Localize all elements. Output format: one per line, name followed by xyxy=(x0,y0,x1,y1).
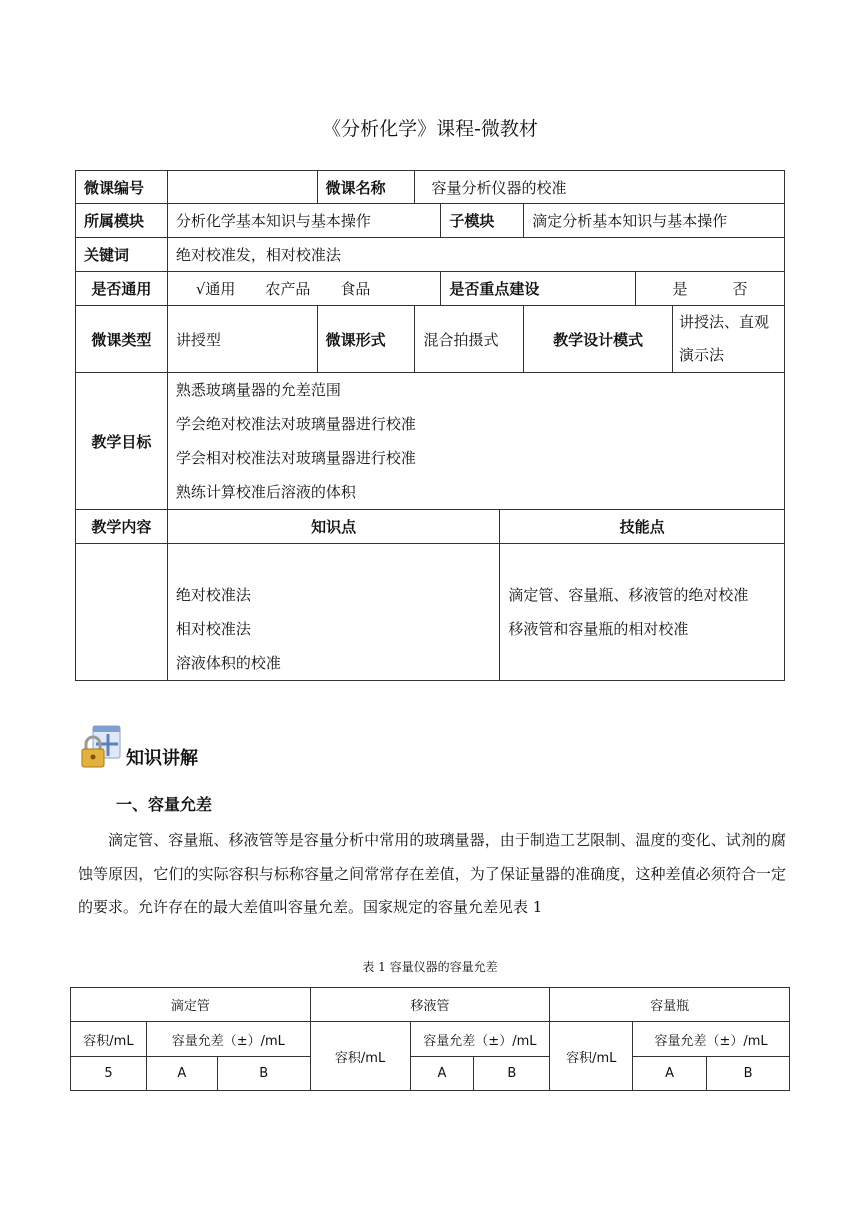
goals-list xyxy=(167,373,784,510)
body-paragraph: 滴定管、容量瓶、移液管等是容量分析中常用的玻璃量器，由于制造工艺限制、温度的变化、试剂的腐蚀等原因，它们的实际容积与标称容量之间常常存在差值，为了保证量器的准确度，这种差值必须符合一定的要求。允许存在的最大差值叫容量允差。国家规定的容量允差见表 1 xyxy=(78,831,786,916)
name-label: 微课名称 xyxy=(317,171,415,204)
table-caption: 表 1 容量仪器的容量允差 xyxy=(362,960,498,974)
keywords-label: 关键词 xyxy=(76,238,168,272)
submodule-value: 滴定分析基本知识与基本操作 xyxy=(524,204,785,238)
skill-list xyxy=(500,544,785,681)
goal-item: 熟悉玻璃量器的允差范围 xyxy=(175,381,341,399)
form-label: 微课形式 xyxy=(317,306,415,373)
group-volumetric-flask: 容量瓶 xyxy=(550,988,790,1022)
grade-b-header: B xyxy=(707,1057,790,1091)
section-title: 知识讲解 xyxy=(126,748,198,769)
general-value: √通用 农产品 食品 xyxy=(167,272,441,306)
form-value: 混合拍摄式 xyxy=(415,306,524,373)
grade-a-header: A xyxy=(410,1057,474,1091)
content-empty-cell xyxy=(76,544,168,681)
tolerance-header: 容量允差（±）/mL xyxy=(410,1022,550,1057)
design-value: 讲授法、直观演示法 xyxy=(673,306,785,373)
knowledge-header: 知识点 xyxy=(167,510,499,544)
key-construction-label: 是否重点建设 xyxy=(441,272,636,306)
keywords-value: 绝对校准发，相对校准法 xyxy=(167,238,784,272)
type-value: 讲授型 xyxy=(167,306,317,373)
skill-header: 技能点 xyxy=(500,510,785,544)
goal-item: 学会相对校准法对玻璃量器进行校准 xyxy=(175,449,416,467)
knowledge-item: 溶液体积的校准 xyxy=(175,654,281,672)
group-burette: 滴定管 xyxy=(71,988,311,1022)
name-value: 容量分析仪器的校准 xyxy=(415,171,785,204)
general-label: 是否通用 xyxy=(76,272,168,306)
module-label: 所属模块 xyxy=(76,204,168,238)
submodule-label: 子模块 xyxy=(441,204,524,238)
volume-cell: 5 xyxy=(71,1057,147,1091)
group-pipette: 移液管 xyxy=(310,988,550,1022)
subsection-title: 一、容量允差 xyxy=(116,795,213,814)
volume-header: 容积/mL xyxy=(310,1022,410,1091)
volume-header: 容积/mL xyxy=(71,1022,147,1057)
knowledge-item: 绝对校准法 xyxy=(175,586,251,604)
type-label: 微课类型 xyxy=(76,306,168,373)
course-info-table xyxy=(75,170,785,681)
document-title: 《分析化学》课程-微教材 xyxy=(322,118,538,140)
goals-label: 教学目标 xyxy=(76,373,168,510)
tolerance-header: 容量允差（±）/mL xyxy=(633,1022,790,1057)
key-construction-value: 是 否 xyxy=(636,272,785,306)
skill-item: 滴定管、容量瓶、移液管的绝对校准 xyxy=(508,586,749,604)
section-heading xyxy=(78,724,198,770)
design-label: 教学设计模式 xyxy=(524,306,673,373)
volume-header: 容积/mL xyxy=(550,1022,633,1091)
grade-a-header: A xyxy=(633,1057,707,1091)
code-value xyxy=(167,171,317,204)
content-label: 教学内容 xyxy=(76,510,168,544)
grade-a-header: A xyxy=(146,1057,217,1091)
grade-b-header: B xyxy=(474,1057,550,1091)
padlock-note-icon xyxy=(78,724,124,770)
knowledge-item: 相对校准法 xyxy=(175,620,251,638)
tolerance-header: 容量允差（±）/mL xyxy=(146,1022,310,1057)
skill-item: 移液管和容量瓶的相对校准 xyxy=(508,620,689,638)
module-value: 分析化学基本知识与基本操作 xyxy=(167,204,441,238)
knowledge-list xyxy=(167,544,499,681)
goal-item: 学会绝对校准法对玻璃量器进行校准 xyxy=(175,415,416,433)
tolerance-table xyxy=(70,987,790,1091)
code-label: 微课编号 xyxy=(76,171,168,204)
goal-item: 熟练计算校准后溶液的体积 xyxy=(175,483,356,501)
grade-b-header: B xyxy=(217,1057,310,1091)
